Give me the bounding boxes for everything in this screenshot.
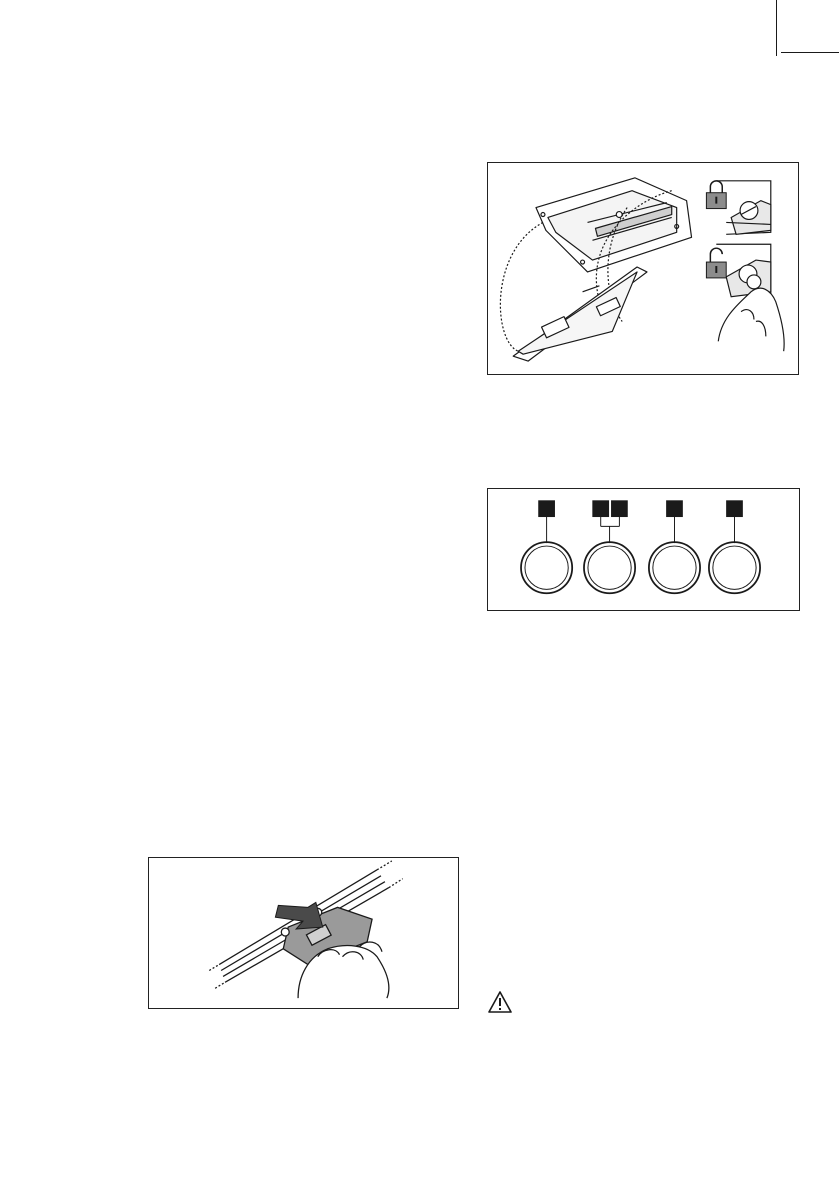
- shelf-insertion-drawing: [149, 858, 458, 1008]
- knob-label-marker: [667, 501, 683, 517]
- control-knob-2: [584, 542, 635, 593]
- control-knobs-diagram: [487, 488, 800, 611]
- knob-label-marker: [539, 501, 555, 517]
- oven-shelf-removal-illustration: [487, 162, 799, 375]
- locked-padlock-icon: [706, 181, 726, 209]
- control-knob-4: [709, 542, 760, 593]
- crop-mark: [781, 52, 839, 53]
- shelf-insertion-illustration: [148, 857, 459, 1009]
- unlocked-padlock-icon: [706, 248, 726, 278]
- insert-arrow-icon: [275, 902, 322, 929]
- control-knobs-drawing: [488, 489, 799, 610]
- control-knob-1: [521, 542, 572, 593]
- knob-label-marker: [727, 501, 743, 517]
- warning-triangle-icon: [487, 990, 513, 1014]
- control-knob-3: [649, 542, 700, 593]
- knob-label-marker: [593, 501, 609, 517]
- oven-shelf-removal-drawing: [488, 163, 798, 374]
- knob-label-marker: [612, 501, 628, 517]
- crop-mark: [776, 0, 777, 56]
